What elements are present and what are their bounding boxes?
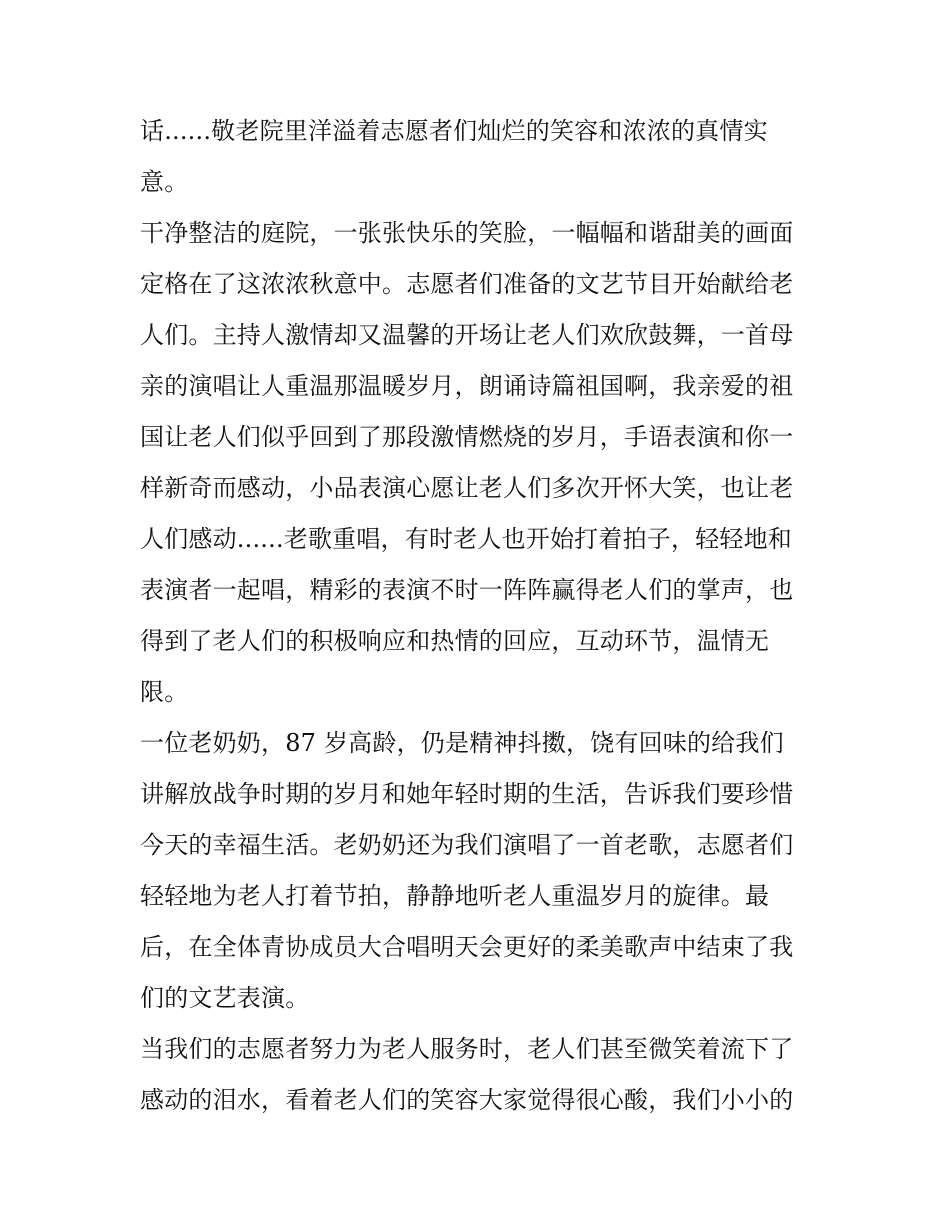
text-line: 国让老人们似乎回到了那段激情燃烧的岁月，手语表演和你一 <box>140 423 794 451</box>
text-line: 轻轻地为老人打着节拍，静静地听老人重温岁月的旋律。最 <box>140 882 770 910</box>
text-line: 今天的幸福生活。老奶奶还为我们演唱了一首老歌，志愿者们 <box>140 831 794 859</box>
paragraph <box>140 106 820 208</box>
text-line: 人们感动......老歌重唱，有时老人也开始打着拍子，轻轻地和 <box>140 525 792 553</box>
text-line: 讲解放战争时期的岁月和她年轻时期的生活，告诉我们要珍惜 <box>140 780 794 808</box>
text-line: 限。 <box>140 678 189 706</box>
text-line: 人们。主持人激情却又温馨的开场让老人们欢欣鼓舞，一首母 <box>140 321 794 349</box>
text-line: 亲的演唱让人重温那温暖岁月，朗诵诗篇祖国啊，我亲爱的祖 <box>140 372 794 400</box>
text-line: 表演者一起唱，精彩的表演不时一阵阵赢得老人们的掌声，也 <box>140 576 794 604</box>
text-line: 话......敬老院里洋溢着志愿者们灿烂的笑容和浓浓的真情实 <box>140 117 768 145</box>
text-line: 意。 <box>140 168 189 196</box>
text-line: 后，在全体青协成员大合唱明天会更好的柔美歌声中结束了我 <box>140 933 794 961</box>
document-body <box>140 106 820 1126</box>
text-line: 们的文艺表演。 <box>140 984 310 1012</box>
text-line: 当我们的志愿者努力为老人服务时，老人们甚至微笑着流下了 <box>140 1035 794 1063</box>
text-line: 干净整洁的庭院，一张张快乐的笑脸，一幅幅和谐甜美的画面 <box>140 219 794 247</box>
text-line: 定格在了这浓浓秋意中。志愿者们准备的文艺节目开始献给老 <box>140 270 794 298</box>
paragraph <box>140 1024 820 1126</box>
text-line: 得到了老人们的积极响应和热情的回应，互动环节，温情无 <box>140 627 770 655</box>
paragraph <box>140 208 820 718</box>
paragraph <box>140 718 820 1024</box>
text-line: 感动的泪水，看着老人们的笑容大家觉得很心酸，我们小小的 <box>140 1086 794 1114</box>
text-line: 一位老奶奶，87 岁高龄，仍是精神抖擞，饶有回味的给我们 <box>140 729 784 757</box>
text-line: 样新奇而感动，小品表演心愿让老人们多次开怀大笑，也让老 <box>140 474 794 502</box>
